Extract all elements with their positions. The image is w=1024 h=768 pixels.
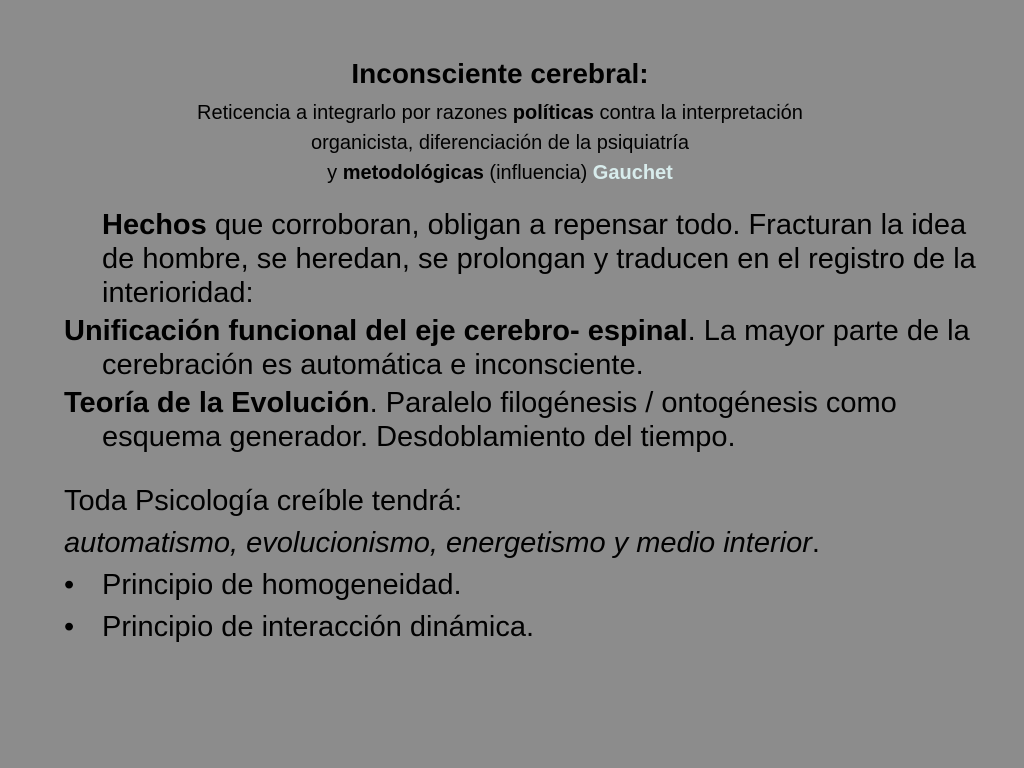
bullet-icon: • bbox=[64, 569, 75, 601]
subtitle-line-1 bbox=[0, 98, 1000, 128]
term-unificacion: Unificación funcional del eje cerebro- espinal bbox=[64, 315, 688, 347]
subtitle-line-2: organicista, diferenciación de la psiquiatría bbox=[311, 132, 689, 154]
title-block bbox=[0, 56, 1000, 188]
subtitle-text: Reticencia a integrarlo por razones bbox=[197, 102, 513, 124]
term-hechos: Hechos bbox=[102, 209, 207, 241]
bullet-icon: • bbox=[64, 611, 75, 643]
body-content bbox=[64, 208, 984, 644]
slide-title: Inconsciente cerebral: bbox=[351, 58, 649, 89]
subtitle-line-3 bbox=[0, 158, 1000, 188]
paragraph-unificacion bbox=[64, 314, 984, 382]
term-evolucion: Teoría de la Evolución bbox=[64, 387, 370, 419]
subtitle-text: y bbox=[327, 162, 343, 184]
bullet-text: Principio de interacción dinámica. bbox=[102, 611, 534, 643]
requisitos-italic: automatismo, evolucionismo, energetismo y medio interior bbox=[64, 527, 812, 559]
paragraph-text: . La mayor parte de la cerebración es automática e inconsciente. bbox=[102, 315, 970, 381]
paragraph-hechos bbox=[64, 208, 984, 310]
paragraph-evolucion bbox=[64, 386, 984, 454]
requisitos-end: . bbox=[811, 527, 820, 559]
paragraph-psicologia: Toda Psicología creíble tendrá: bbox=[64, 485, 463, 517]
paragraph-requisitos bbox=[64, 526, 984, 560]
author-highlight-gauchet: Gauchet bbox=[592, 162, 673, 184]
subtitle-text: (influencia) bbox=[483, 162, 593, 184]
paragraph-text: . Paralelo filogénesis / ontogénesis como esquema generador. Desdoblamiento del tiempo. bbox=[102, 387, 897, 453]
bullet-item bbox=[64, 568, 984, 602]
subtitle-bold-metodologicas: metodológicas bbox=[342, 162, 484, 184]
subtitle-text: contra la interpretación bbox=[593, 102, 803, 124]
bullet-text: Principio de homogeneidad. bbox=[102, 569, 462, 601]
paragraph-text: que corroboran, obligan a repensar todo. Fracturan la idea de hombre, se heredan, se prolongan y traducen en el registro de la interioridad: bbox=[102, 209, 976, 309]
bullet-item bbox=[64, 610, 984, 644]
subtitle-bold-politicas: políticas bbox=[512, 102, 594, 124]
